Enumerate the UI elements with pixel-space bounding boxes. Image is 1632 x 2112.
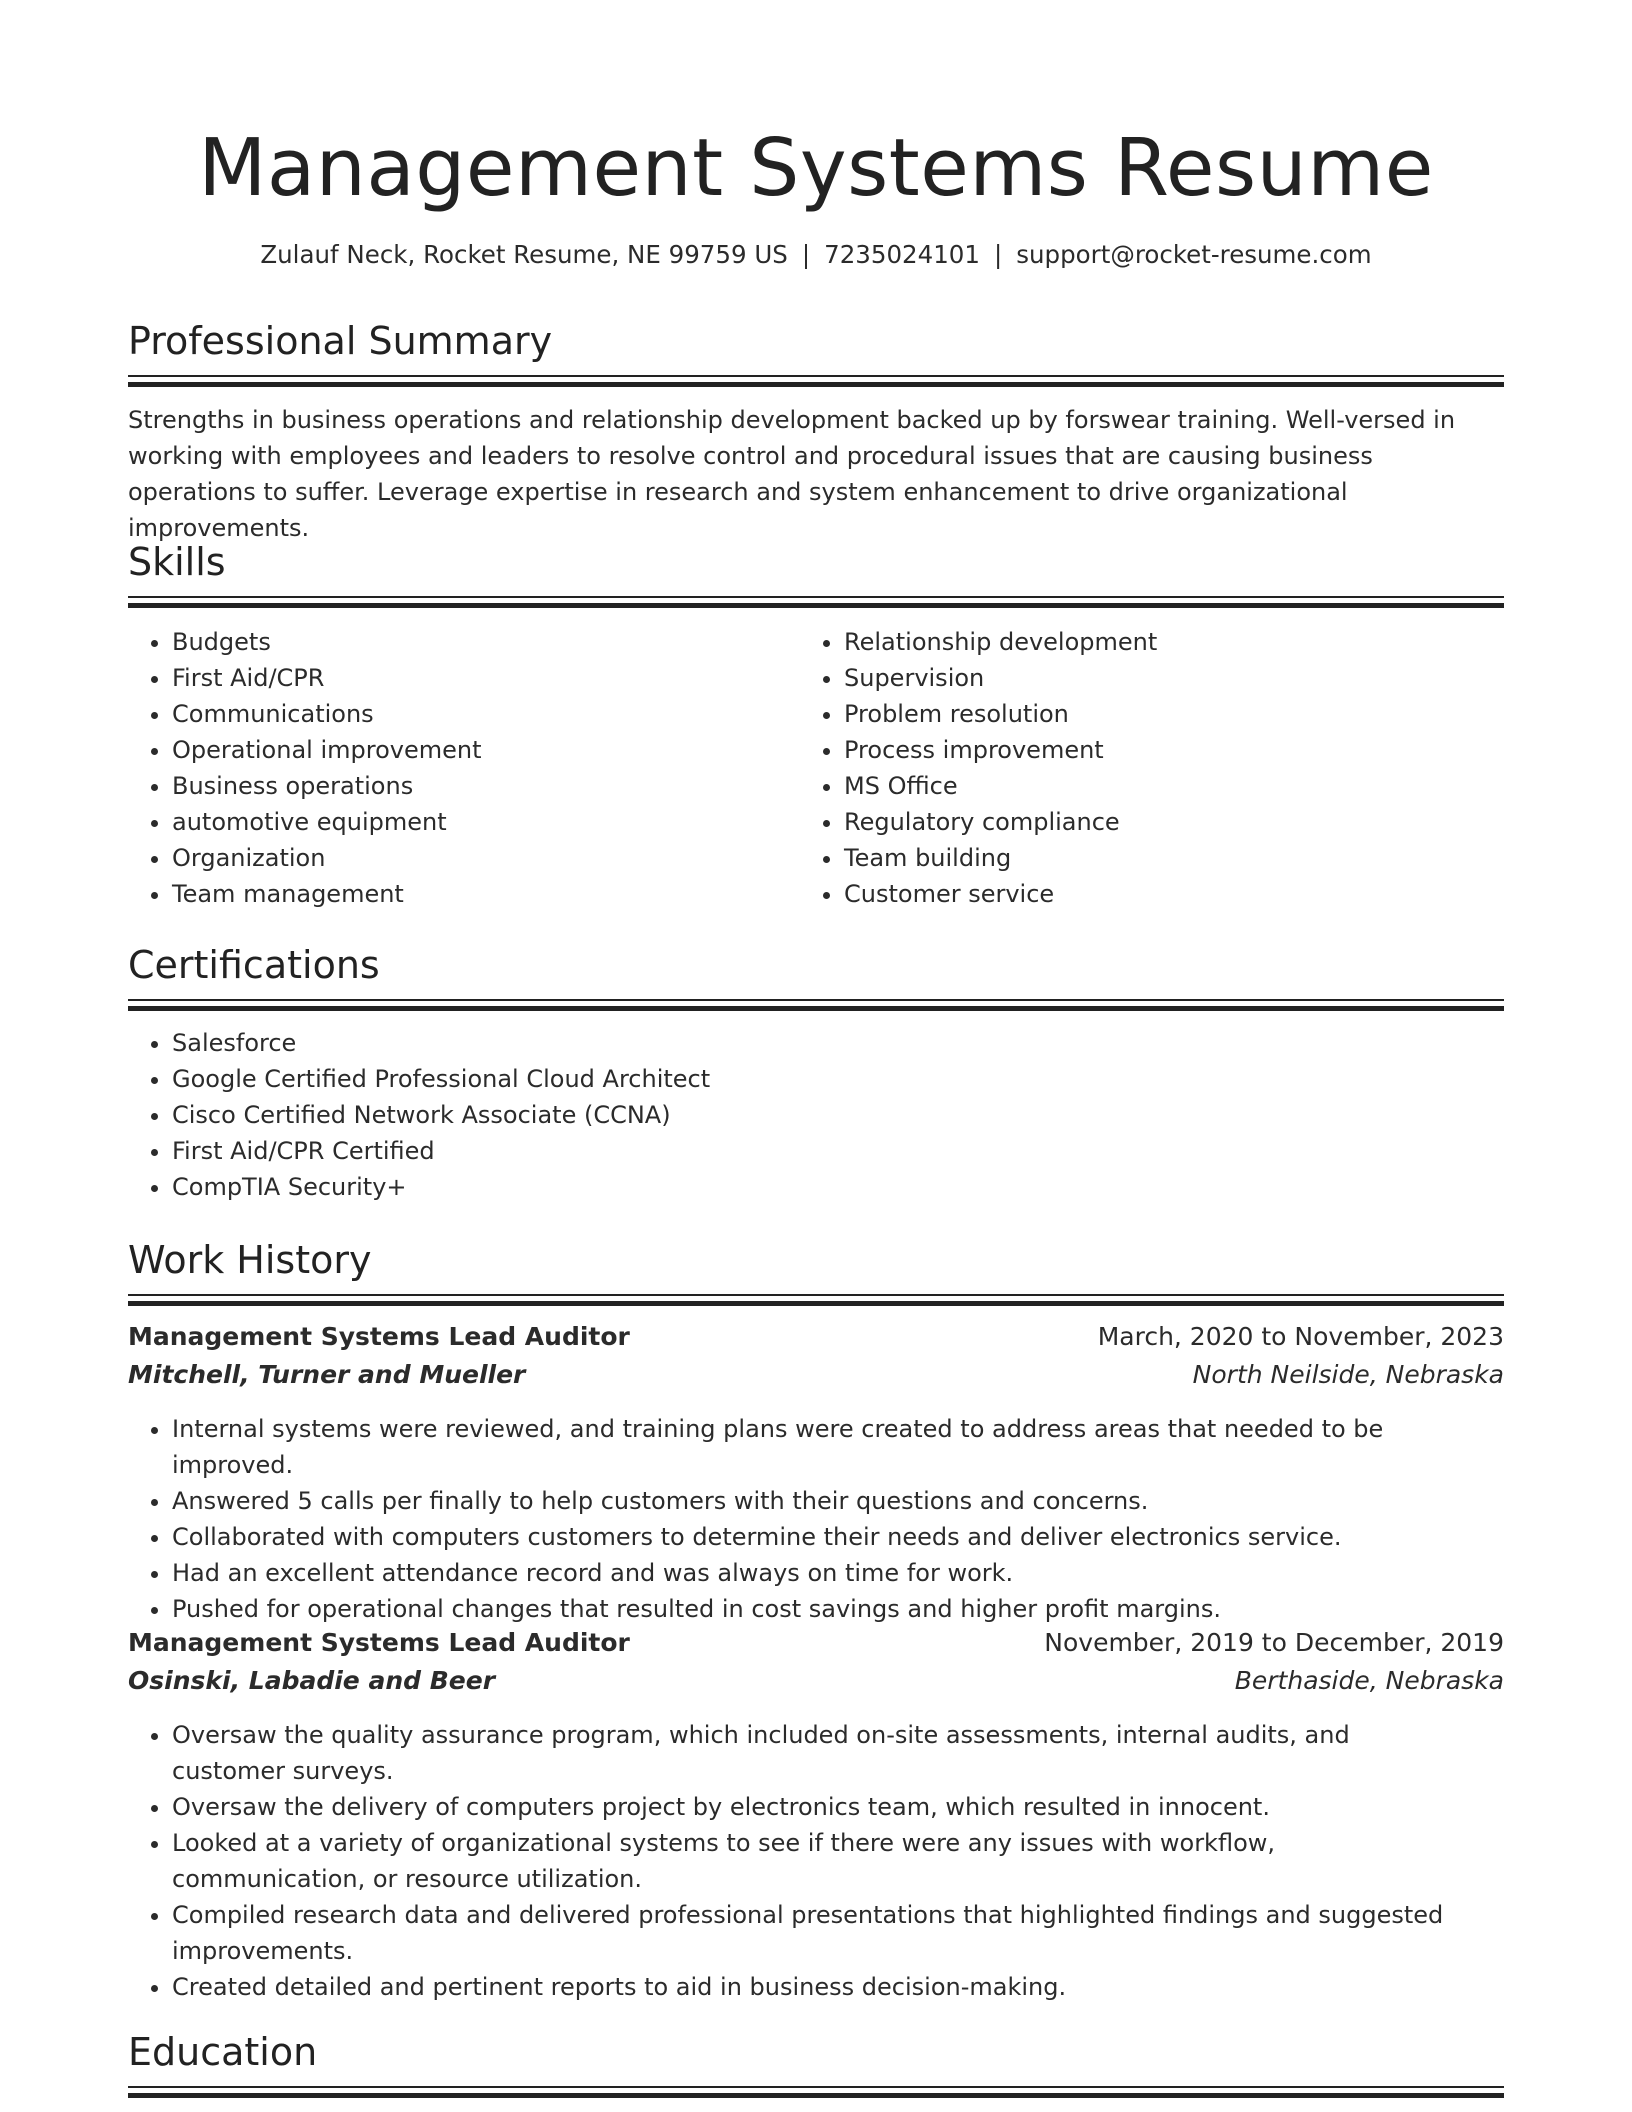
job-bullet: • Oversaw the delivery of computers project by electronics team, which resulted in innocent. bbox=[172, 1789, 1458, 1825]
section-title-skills: Skills bbox=[128, 540, 226, 584]
job-company: Mitchell, Turner and Mueller bbox=[128, 1360, 526, 1389]
section-divider bbox=[128, 2086, 1504, 2098]
skill-item: • First Aid/CPR bbox=[172, 660, 788, 696]
work-section bbox=[128, 1235, 1504, 1285]
job-bullet: • Internal systems were reviewed, and training plans were created to address areas that needed to be improved. bbox=[172, 1411, 1504, 1483]
job-title: Management Systems Lead Auditor bbox=[128, 1628, 630, 1657]
skill-item: • Relationship development bbox=[844, 624, 1460, 660]
skill-item: • Supervision bbox=[844, 660, 1460, 696]
job-location: North Neilside, Nebraska bbox=[1192, 1360, 1504, 1389]
skill-item: • Operational improvement bbox=[172, 732, 788, 768]
job-bullet: • Oversaw the quality assurance program, which included on-site assessments, internal audits, and customer surveys. bbox=[172, 1717, 1458, 1789]
job-dates: November, 2019 to December, 2019 bbox=[1044, 1628, 1504, 1657]
job-bullet: • Had an excellent attendance record and was always on time for work. bbox=[172, 1555, 1504, 1591]
education-section bbox=[128, 2027, 1504, 2077]
certification-item: • CompTIA Security+ bbox=[172, 1169, 1504, 1205]
skill-item: • Communications bbox=[172, 696, 788, 732]
skill-item: • Process improvement bbox=[844, 732, 1460, 768]
job-bullet: • Compiled research data and delivered professional presentations that highlighted findings and suggested improvements. bbox=[172, 1897, 1458, 1969]
contact-email: support@rocket-resume.com bbox=[1016, 240, 1372, 269]
skills-column-left bbox=[128, 624, 788, 912]
skill-item: • Budgets bbox=[172, 624, 788, 660]
skills-list-left bbox=[128, 624, 788, 912]
section-divider bbox=[128, 1294, 1504, 1306]
job-subheader bbox=[128, 1662, 1504, 1700]
contact-phone: 7235024101 bbox=[824, 240, 980, 269]
skill-item: • Team management bbox=[172, 876, 788, 912]
job-title: Management Systems Lead Auditor bbox=[128, 1322, 630, 1351]
job-bullet: • Collaborated with computers customers to determine their needs and deliver electronics service. bbox=[172, 1519, 1504, 1555]
job-bullet-list bbox=[128, 1717, 1458, 2005]
section-title-certifications: Certifications bbox=[128, 943, 380, 987]
job-header bbox=[128, 1318, 1504, 1356]
section-divider bbox=[128, 596, 1504, 608]
skills-section bbox=[128, 537, 1504, 587]
job-bullets bbox=[128, 1717, 1458, 2005]
job-bullet: • Created detailed and pertinent reports to aid in business decision-making. bbox=[172, 1969, 1458, 2005]
contact-address: Zulauf Neck, Rocket Resume, NE 99759 US bbox=[260, 240, 788, 269]
certification-item: • Google Certified Professional Cloud Architect bbox=[172, 1061, 1504, 1097]
skill-item: • automotive equipment bbox=[172, 804, 788, 840]
certification-item: • Salesforce bbox=[172, 1025, 1504, 1061]
contact-separator: | bbox=[994, 240, 1003, 269]
job-bullet: • Answered 5 calls per finally to help customers with their questions and concerns. bbox=[172, 1483, 1504, 1519]
summary-text: Strengths in business operations and relationship development backed up by forswear training. Well-versed in working with employees and leaders to resolve control and procedural issues that are causing business operations to suffer. Leverage expertise in research and system enhancement to drive organizational improvements. bbox=[128, 406, 1456, 542]
section-title-education: Education bbox=[128, 2030, 318, 2074]
job-bullet-list bbox=[128, 1411, 1504, 1627]
contact-separator: | bbox=[801, 240, 811, 269]
resume-title: Management Systems Resume bbox=[198, 122, 1434, 214]
skill-item: • Regulatory compliance bbox=[844, 804, 1460, 840]
job-bullet: • Looked at a variety of organizational systems to see if there were any issues with workflow, communication, or resource utilization. bbox=[172, 1825, 1458, 1897]
job-header bbox=[128, 1624, 1504, 1662]
job-company: Osinski, Labadie and Beer bbox=[128, 1666, 496, 1695]
job-dates: March, 2020 to November, 2023 bbox=[1097, 1322, 1504, 1351]
certifications-list bbox=[128, 1025, 1504, 1205]
skills-list-right bbox=[800, 624, 1460, 912]
contact-line bbox=[128, 238, 1504, 272]
section-title-work: Work History bbox=[128, 1238, 372, 1282]
certifications-list-wrap bbox=[128, 1025, 1504, 1205]
section-title-summary: Professional Summary bbox=[128, 319, 553, 363]
skill-item: • Problem resolution bbox=[844, 696, 1460, 732]
skill-item: • Business operations bbox=[172, 768, 788, 804]
certification-item: • Cisco Certified Network Associate (CCNA) bbox=[172, 1097, 1504, 1133]
skill-item: • MS Office bbox=[844, 768, 1460, 804]
summary-section bbox=[128, 316, 1504, 366]
skills-column-right bbox=[800, 624, 1460, 912]
job-bullets bbox=[128, 1411, 1504, 1627]
section-divider bbox=[128, 375, 1504, 387]
section-divider bbox=[128, 999, 1504, 1011]
skill-item: • Team building bbox=[844, 840, 1460, 876]
job-subheader bbox=[128, 1356, 1504, 1394]
certifications-section bbox=[128, 940, 1504, 990]
job-bullet: • Pushed for operational changes that resulted in cost savings and higher profit margins. bbox=[172, 1591, 1504, 1627]
skill-item: • Customer service bbox=[844, 876, 1460, 912]
certification-item: • First Aid/CPR Certified bbox=[172, 1133, 1504, 1169]
job-location: Berthaside, Nebraska bbox=[1234, 1666, 1504, 1695]
skill-item: • Organization bbox=[172, 840, 788, 876]
